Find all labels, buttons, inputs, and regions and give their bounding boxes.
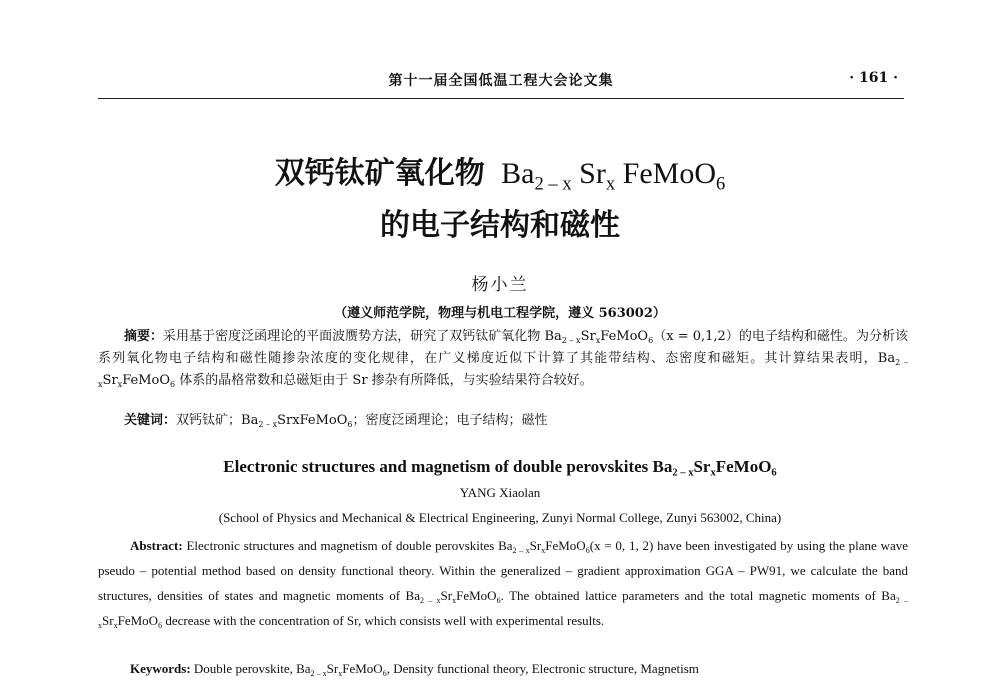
cn-title-formula: $Ba_{2 - x}$ $Sr_x$ FeMoO$_6$: [501, 157, 726, 195]
page-number: · 161 ·: [849, 70, 898, 86]
cn-title-line2: 的电子结构和磁性: [380, 208, 620, 243]
en-abstract: Abstract: Electronic structures and magnetism of double perovskites $Ba_{2 - x}Sr_xFeMoO_6(x = 0$, 1, 2) have been investigated by using the plane wave pseudo – potential method based on density functional theory. Within the generalized – gradient approximation GGA – PW91, we calculate the band structures, densities of states and magnetic moments of $Ba_{2 - x}Sr_xFeMoO_6$. The obtained lattice parameters and the total magnetic moments of $Ba_{2 - x}Sr_xFeMoO_6$ decrease with the concentration of Sr, which consists well with experimental results.: [98, 538, 908, 630]
cn-author: 杨小兰: [471, 275, 529, 295]
cn-keywords-label: 关键词：: [124, 413, 177, 428]
cn-abstract: 摘要：采用基于密度泛函理论的平面波赝势方法，研究了双钙钛矿氧化物 $Ba_{2 - x}Sr_xFeMoO_6(x = 0,1,2)$的电子结构和磁性。为分析该系列氧化物电子结构和磁性随掺杂浓度的变化规律，在广义梯度近似下计算了其能带结构、态密度和磁矩。其计算结果表明，$Ba_{2 - x}Sr_xFeMoO_6$ 体系的晶格常数和总磁矩由于 Sr 掺杂有所降低，与实验结果符合较好。: [98, 329, 909, 389]
en-author: YANG Xiaolan: [459, 485, 541, 500]
en-abstract-label: Abstract:: [130, 538, 183, 553]
header-rule: [98, 98, 904, 99]
cn-abstract-label: 摘要：: [124, 329, 164, 344]
en-title: Electronic structures and magnetism of double perovskites $Ba_{2 - x}Sr_xFeMoO_6$: [223, 457, 777, 479]
en-keywords-label: Keywords:: [130, 661, 191, 676]
cn-title-text: 双钙钛矿氧化物: [274, 156, 485, 191]
cn-affiliation: （遵义师范学院，物理与机电工程学院，遵义 563002）: [334, 306, 666, 321]
running-header: [98, 70, 904, 94]
en-keywords: Keywords: Double perovskite, $Ba_{2 - x}Sr_xFeMoO_6$, Density functional theory, Electronic structure, Magnetism: [130, 661, 699, 678]
en-affiliation: (School of Physics and Mechanical & Electrical Engineering, Zunyi Normal College, Zunyi 563002, China): [218, 510, 782, 525]
running-title: 第十一届全国低温工程大会论文集: [388, 73, 614, 89]
cn-keywords: 关键词：双钙钛矿；$Ba_{2 - x}SrxFeMoO_6$；密度泛函理论；电子结构；磁性: [124, 413, 548, 429]
cn-title-line1: [0, 148, 1000, 195]
